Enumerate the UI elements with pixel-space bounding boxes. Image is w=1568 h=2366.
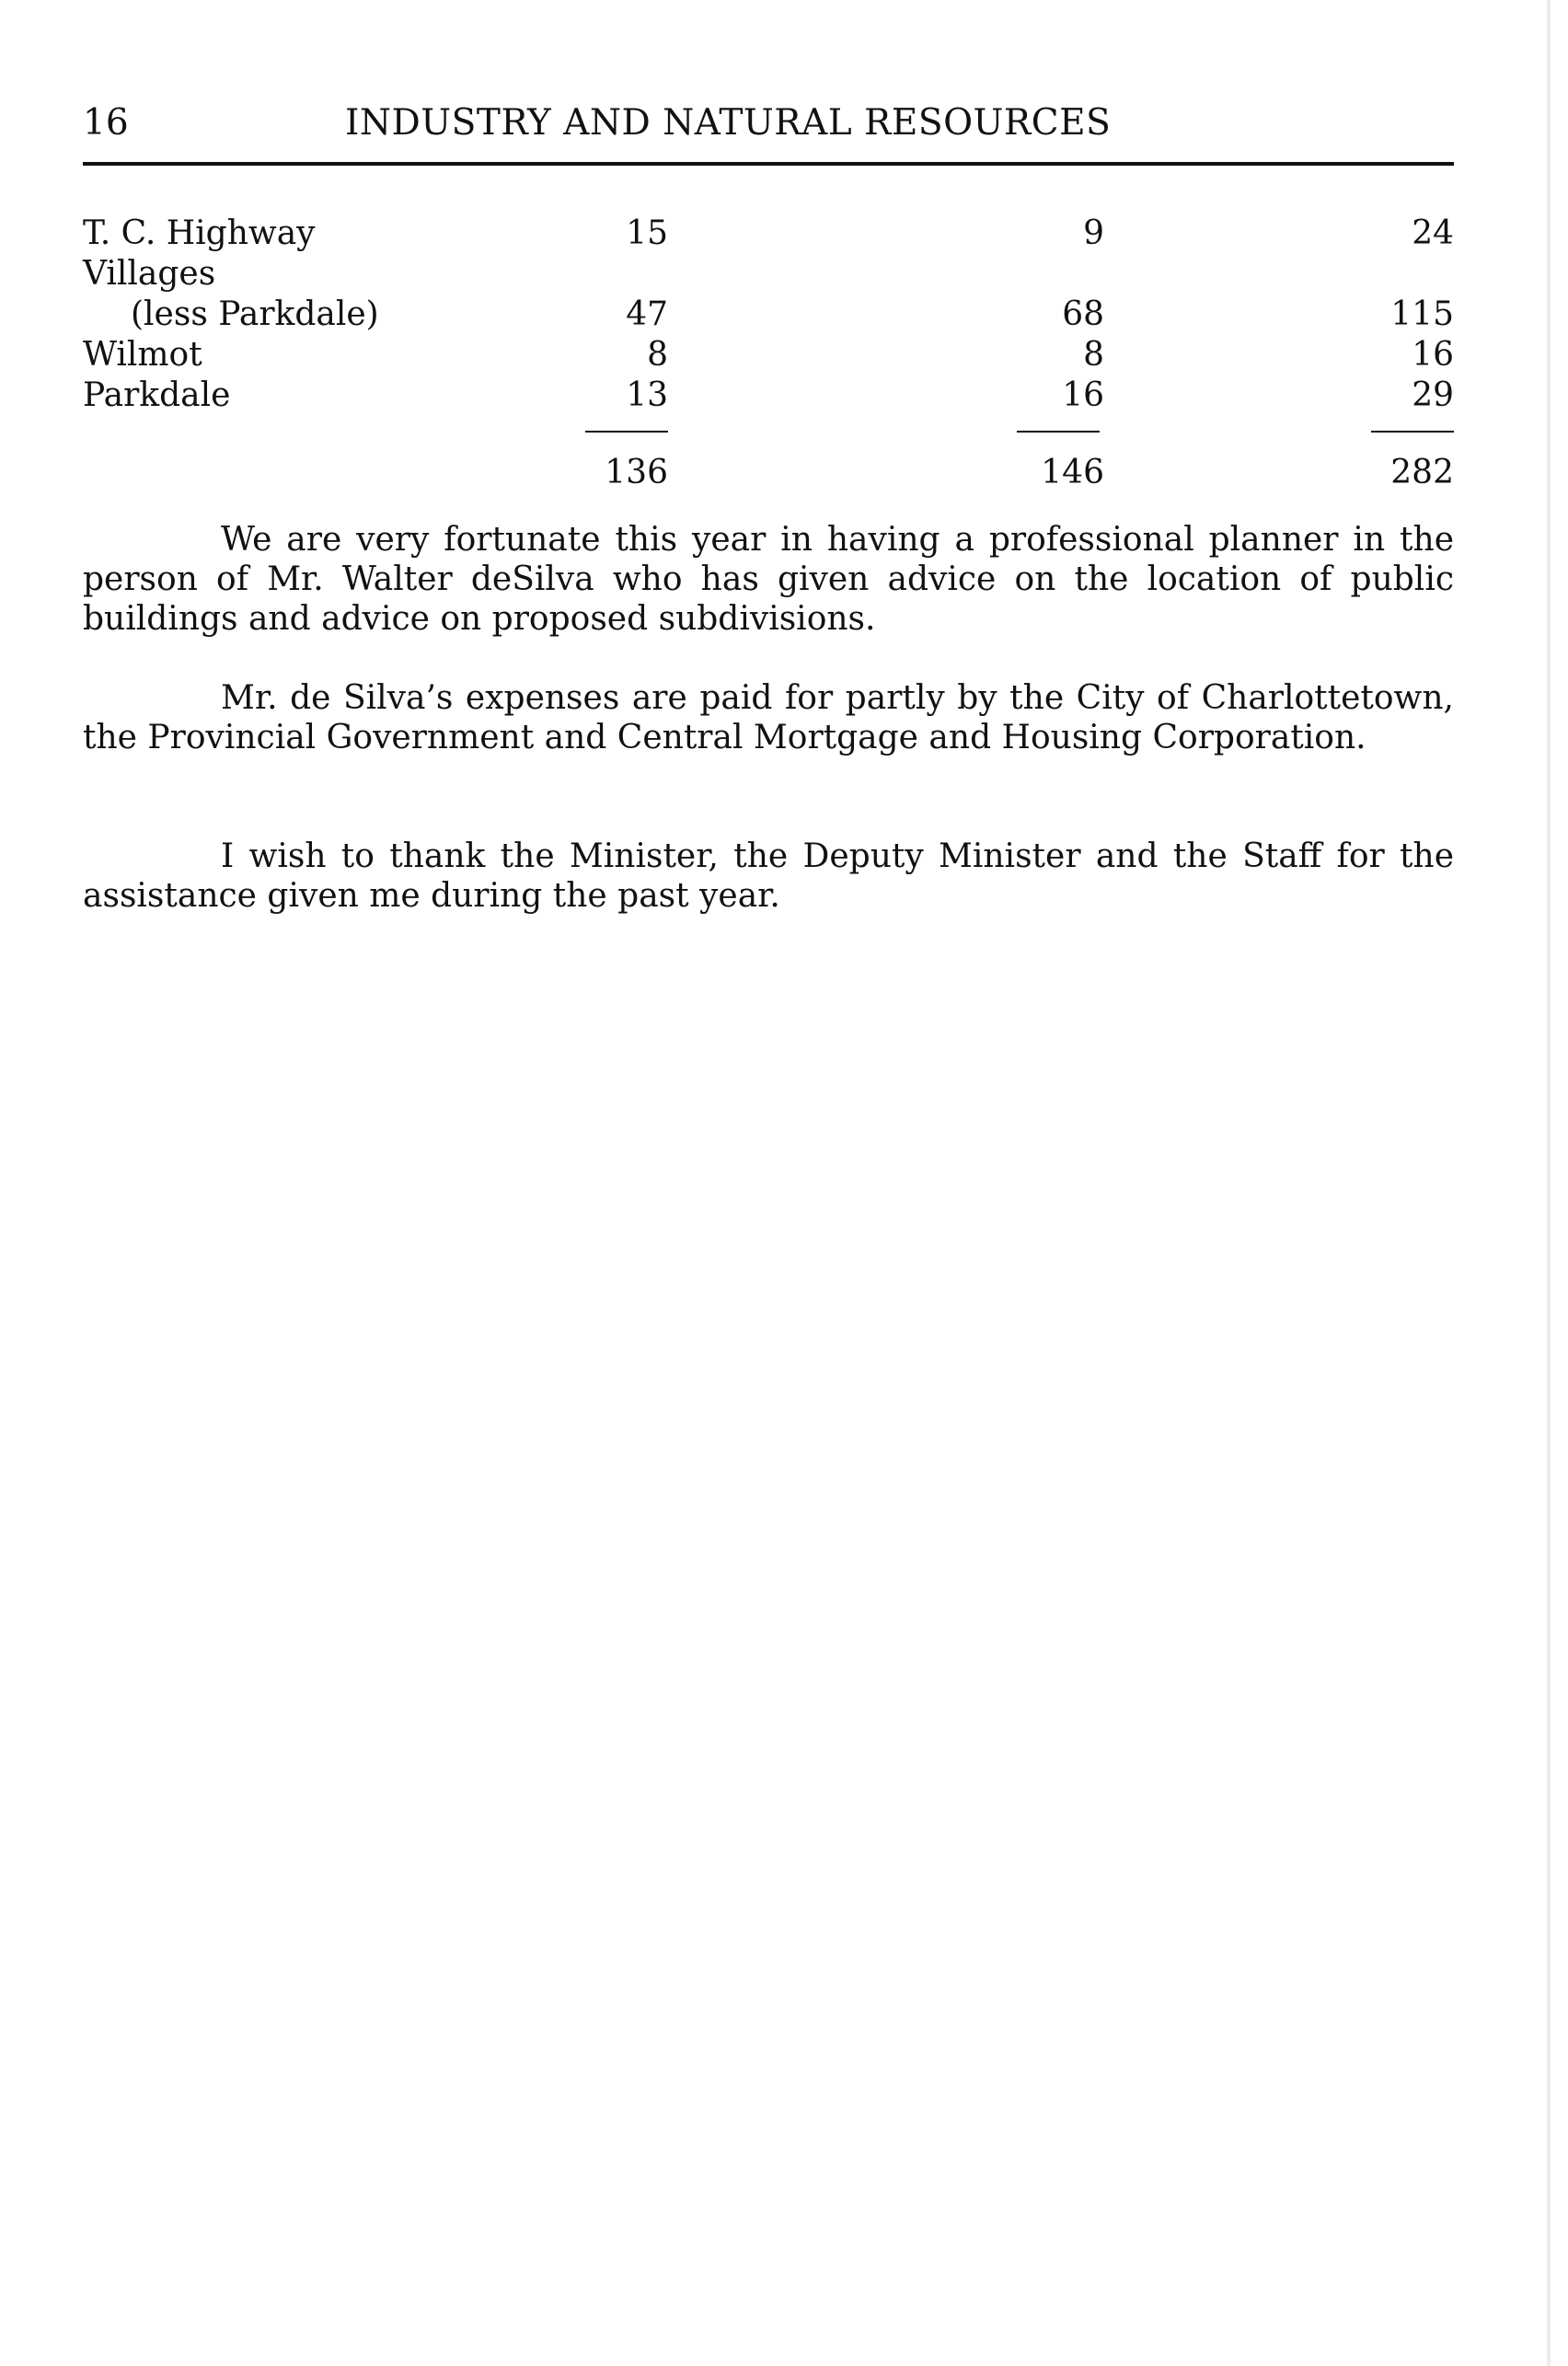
row-label: Parkdale <box>83 376 231 414</box>
cell-value: 8 <box>1083 336 1104 374</box>
cell-value: 15 <box>626 214 668 252</box>
table-row <box>83 294 1454 335</box>
table-row <box>83 214 1454 254</box>
row-label: (less Parkdale) <box>131 295 379 333</box>
totals-row <box>83 453 1454 493</box>
page-header <box>83 99 1454 147</box>
cell-value: 8 <box>647 336 668 374</box>
cell-value: 115 <box>1390 295 1454 333</box>
table-row <box>83 375 1454 416</box>
sum-rule <box>585 431 668 433</box>
table-row <box>83 254 1454 294</box>
running-title: INDUSTRY AND NATURAL RESOURCES <box>345 102 1112 144</box>
row-label: T. C. Highway <box>83 214 316 252</box>
sum-rule <box>1017 431 1100 433</box>
cell-value: 9 <box>1083 214 1104 252</box>
total-value: 282 <box>1390 454 1454 491</box>
cell-value: 16 <box>1062 376 1104 414</box>
cell-value: 13 <box>626 376 668 414</box>
total-value: 146 <box>1041 454 1104 491</box>
paragraph: I wish to thank the Minister, the Deputy Minister and the Staff for the assistance given me during the past year. <box>83 837 1454 915</box>
total-value: 136 <box>605 454 668 491</box>
row-label: Wilmot <box>83 336 202 374</box>
paragraph: We are very fortunate this year in having a professional planner in the person of Mr. Walter deSilva who has given advice on the location of public buildings and advice on proposed subdivisions. <box>83 521 1454 638</box>
page-edge-shadow <box>1546 0 1551 2366</box>
row-label: Villages <box>83 255 216 293</box>
cell-value: 47 <box>626 295 668 333</box>
table-row <box>83 335 1454 375</box>
cell-value: 24 <box>1412 214 1454 252</box>
sum-rule <box>1371 431 1454 433</box>
cell-value: 68 <box>1062 295 1104 333</box>
page-number: 16 <box>83 102 129 144</box>
paragraph: Mr. de Silva’s expenses are paid for partly by the City of Charlottetown, the Provincial Government and Central Mortgage and Housing Corporation. <box>83 679 1454 756</box>
sum-rules <box>83 416 1454 436</box>
statistics-table <box>83 214 1454 493</box>
cell-value: 16 <box>1412 336 1454 374</box>
header-rule <box>83 162 1454 166</box>
cell-value: 29 <box>1412 376 1454 414</box>
